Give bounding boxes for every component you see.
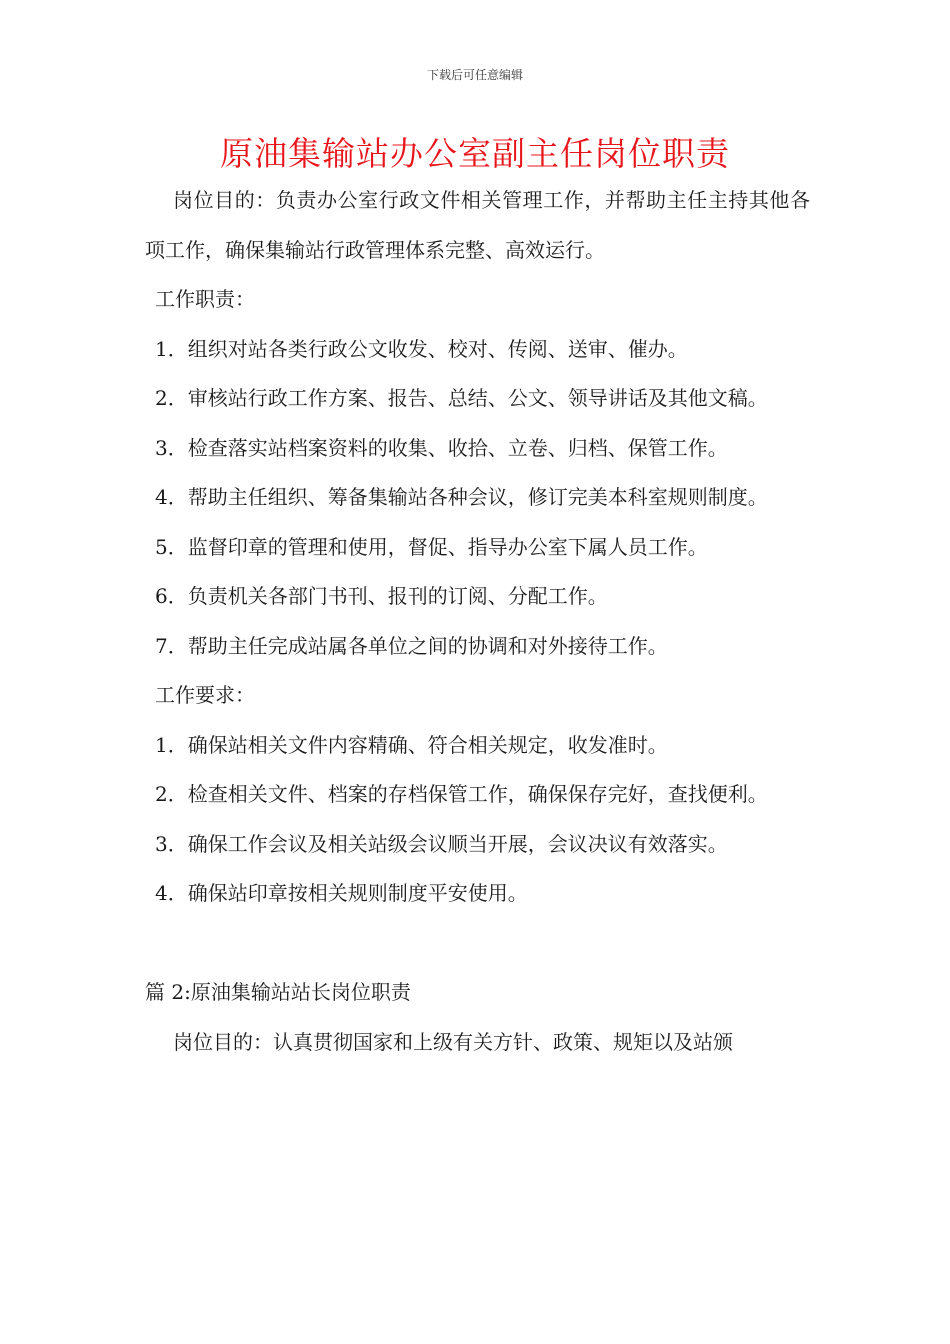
- section2-heading: 篇 2:原油集输站站长岗位职责: [145, 980, 411, 1004]
- duty-item: 1．组织对站各类行政公文收发、校对、传阅、送审、催办。: [155, 336, 688, 361]
- document-title: 原油集输站办公室副主任岗位职责: [220, 134, 730, 173]
- duty-item: 6．负责机关各部门书刊、报刊的订阅、分配工作。: [155, 584, 608, 608]
- document-body: [145, 176, 810, 1067]
- section2-purpose: 岗位目的：认真贯彻国家和上级有关方针、政策、规矩以及站颁: [173, 1029, 733, 1054]
- duty-item: 2．审核站行政工作方案、报告、总结、公文、领导讲话及其他文稿。: [155, 386, 768, 410]
- requirement-item: 1．确保站相关文件内容精确、符合相关规定，收发准时。: [155, 732, 668, 757]
- duty-item: 7．帮助主任完成站属各单位之间的协调和对外接待工作。: [155, 633, 668, 658]
- requirement-item: 2．检查相关文件、档案的存档保管工作，确保保存完好，查找便利。: [155, 782, 768, 806]
- duty-item: 4．帮助主任组织、筹备集输站各种会议，修订完美本科室规则制度。: [155, 485, 768, 509]
- duty-item: 3．检查落实站档案资料的收集、收拾、立卷、归档、保管工作。: [155, 435, 728, 460]
- duties-heading: 工作职责：: [155, 287, 255, 311]
- requirements-heading: 工作要求：: [155, 683, 255, 707]
- blank-line: [145, 919, 810, 969]
- header-note: 下载后可任意编辑: [426, 68, 523, 82]
- duty-item: 5．监督印章的管理和使用，督促、指导办公室下属人员工作。: [155, 534, 708, 559]
- requirement-item: 3．确保工作会议及相关站级会议顺当开展，会议决议有效落实。: [155, 831, 728, 856]
- purpose-paragraph: 岗位目的：负责办公室行政文件相关管理工作，并帮助主任主持其他各项工作，确保集输站行政管理体系完整、高效运行。: [145, 188, 810, 262]
- requirement-item: 4．确保站印章按相关规则制度平安使用。: [155, 881, 528, 905]
